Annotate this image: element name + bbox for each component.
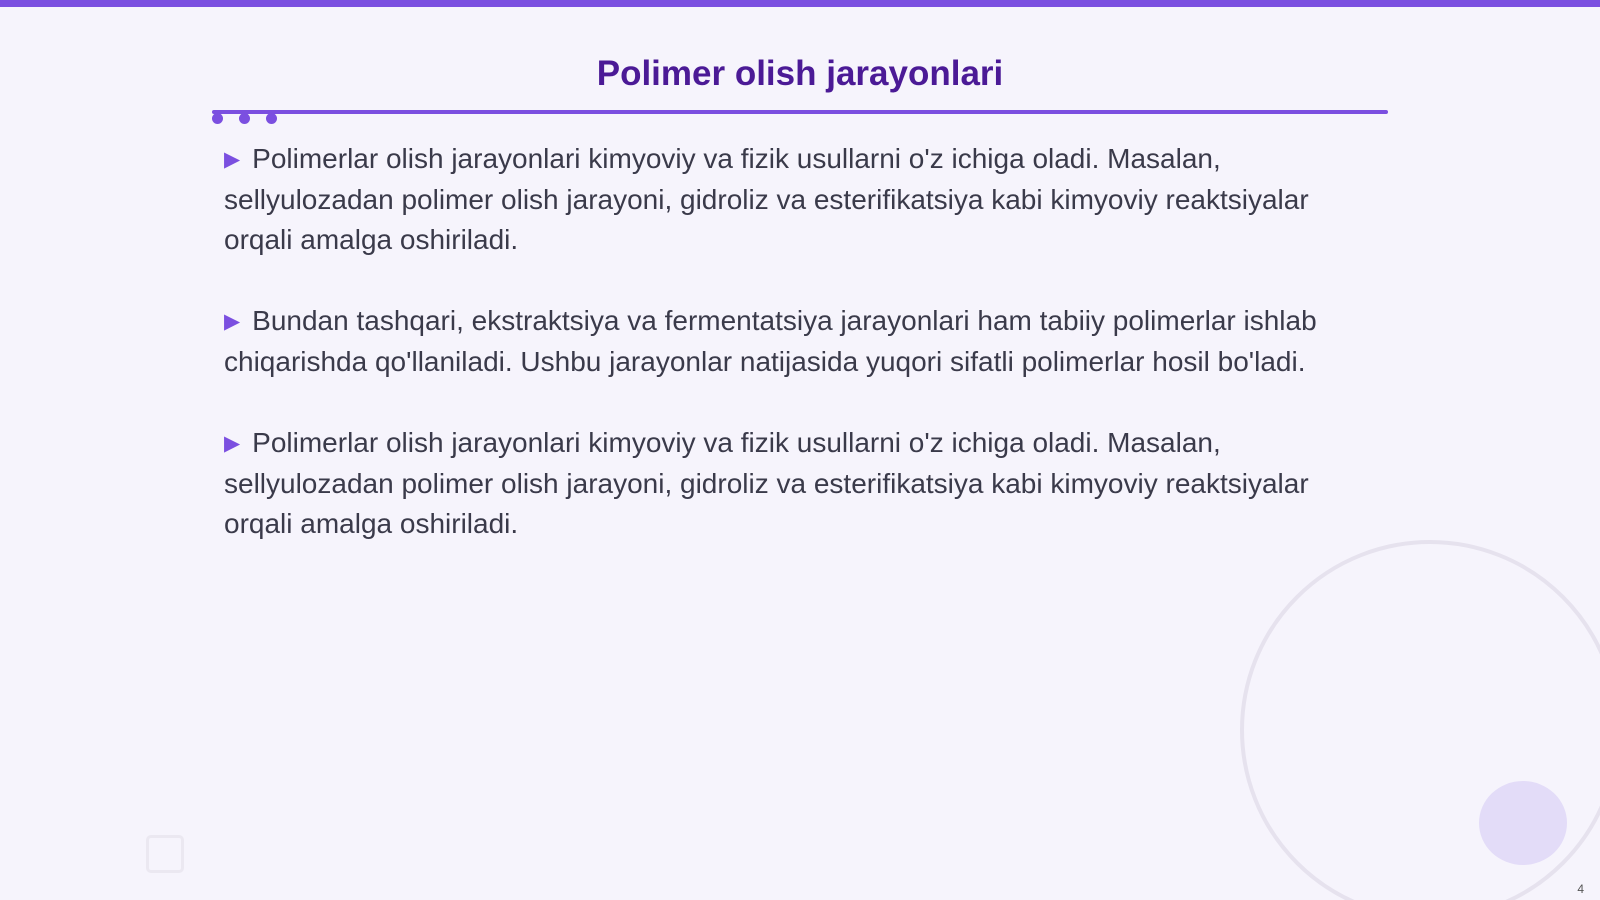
triangle-bullet-icon: ▶ <box>224 310 241 333</box>
bullet-item <box>224 423 1354 544</box>
bullet-text: Bundan tashqari, ekstraktsiya va fermentatsiya jarayonlari ham tabiiy polimerlar ishlab chiqarishda qo'llaniladi. Ushbu jarayonlar natijasida yuqori sifatli polimerlar hosil bo'ladi. <box>224 305 1317 377</box>
bullet-item <box>224 301 1354 382</box>
slide-title: Polimer olish jarayonlari <box>596 54 1004 93</box>
top-accent-bar <box>0 0 1600 7</box>
triangle-bullet-icon: ▶ <box>224 432 241 455</box>
title-underline <box>212 110 1388 114</box>
decorative-dot <box>212 113 223 124</box>
triangle-bullet-icon: ▶ <box>224 148 241 171</box>
bullet-item <box>224 139 1354 260</box>
bullet-text: Polimerlar olish jarayonlari kimyoviy va fizik usullarni o'z ichiga oladi. Masalan, sellyulozadan polimer olish jarayoni, gidroliz va esterifikatsiya kabi kimyoviy reaktsiyalar orqali amalga oshiriladi. <box>224 427 1309 539</box>
bullet-list <box>224 139 1354 585</box>
decorative-circle-filled <box>1479 781 1567 865</box>
decorative-dot <box>239 113 250 124</box>
decorative-square-outline <box>146 835 184 873</box>
decorative-dot <box>266 113 277 124</box>
bullet-text: Polimerlar olish jarayonlari kimyoviy va fizik usullarni o'z ichiga oladi. Masalan, sellyulozadan polimer olish jarayoni, gidroliz va esterifikatsiya kabi kimyoviy reaktsiyalar orqali amalga oshiriladi. <box>224 143 1309 255</box>
page-number: 4 <box>1577 882 1584 896</box>
